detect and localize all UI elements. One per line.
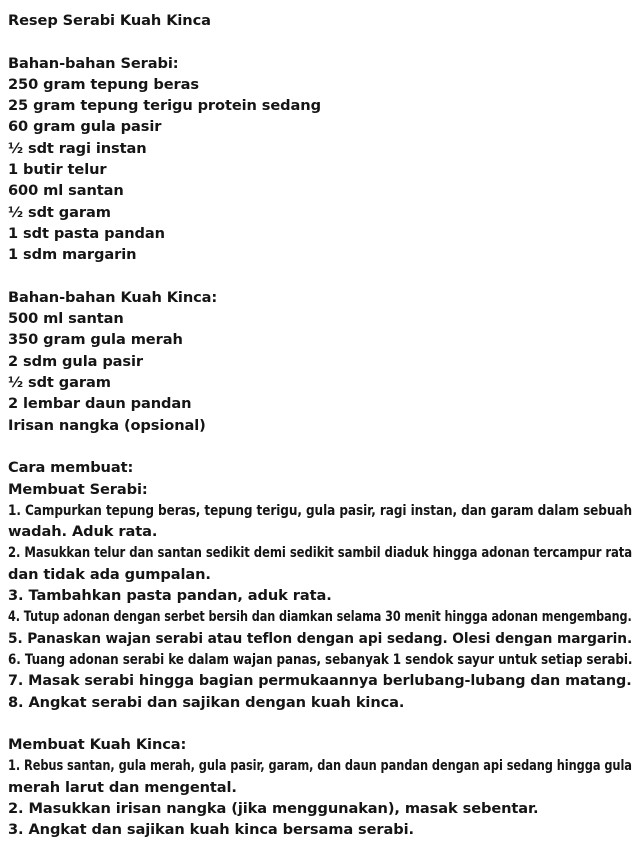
ingredient-item: 1 sdt pasta pandan <box>8 224 165 242</box>
method-line: 2. Masukkan irisan nangka (jika menggunakan), masak sebentar. <box>8 799 539 817</box>
method-line: 3. Tambahkan pasta pandan, aduk rata. <box>8 587 332 605</box>
kinca-ingredients-section <box>8 287 632 436</box>
ingredient-item: 350 gram gula merah <box>8 331 183 349</box>
ingredient-item: 25 gram tepung terigu protein sedang <box>8 97 321 115</box>
method-line: 2. Masukkan telur dan santan sedikit demi sedikit sambil diaduk hingga adonan tercampur rata <box>8 544 633 562</box>
method-line: 7. Masak serabi hingga bagian permukaannya berlubang-lubang dan matang. <box>8 672 632 690</box>
method-line: 1. Rebus santan, gula merah, gula pasir, garam, dan daun pandan dengan api sedang hingga gula <box>8 757 632 775</box>
method-line: 4. Tutup adonan dengan serbet bersih dan diamkan selama 30 menit hingga adonan mengembang. <box>8 608 632 626</box>
kinca-method-heading: Membuat Kuah Kinca: <box>8 736 187 754</box>
ingredient-item: 500 ml santan <box>8 310 124 328</box>
ingredient-item: ½ sdt ragi instan <box>8 139 147 157</box>
ingredient-item: Irisan nangka (opsional) <box>8 416 206 434</box>
section-heading: Bahan-bahan Serabi: <box>8 54 179 72</box>
spacer <box>8 713 632 734</box>
method-line: 3. Angkat dan sajikan kuah kinca bersama serabi. <box>8 821 414 839</box>
recipe-title: Resep Serabi Kuah Kinca <box>8 12 211 29</box>
section-heading: Bahan-bahan Kuah Kinca: <box>8 288 218 306</box>
method-heading: Cara membuat: <box>8 459 134 477</box>
method-line: 5. Panaskan wajan serabi atau teflon dengan api sedang. Olesi dengan margarin. <box>8 629 633 647</box>
method-line: 1. Campurkan tepung beras, tepung terigu, gula pasir, ragi instan, dan garam dalam sebuah <box>8 501 632 519</box>
ingredient-item: 250 gram tepung beras <box>8 75 199 93</box>
recipe-document <box>8 10 632 841</box>
ingredient-item: ½ sdt garam <box>8 203 111 221</box>
method-line: wadah. Aduk rata. <box>8 523 158 541</box>
ingredient-item: 600 ml santan <box>8 182 124 200</box>
spacer <box>8 266 632 287</box>
ingredient-item: 60 gram gula pasir <box>8 118 162 136</box>
method-line: 8. Angkat serabi dan sajikan dengan kuah kinca. <box>8 693 405 711</box>
serabi-ingredients-section <box>8 53 632 266</box>
ingredient-item: 1 sdm margarin <box>8 246 137 264</box>
spacer <box>8 436 632 457</box>
method-line: 6. Tuang adonan serabi ke dalam wajan panas, sebanyak 1 sendok sayur untuk setiap serabi. <box>8 650 633 668</box>
serabi-method-heading: Membuat Serabi: <box>8 480 148 498</box>
ingredient-item: 1 butir telur <box>8 161 107 179</box>
ingredient-item: ½ sdt garam <box>8 374 111 392</box>
method-line: merah larut dan mengental. <box>8 778 237 796</box>
method-line: dan tidak ada gumpalan. <box>8 565 211 583</box>
ingredient-item: 2 sdm gula pasir <box>8 352 144 370</box>
spacer <box>8 31 632 52</box>
ingredient-item: 2 lembar daun pandan <box>8 395 192 413</box>
method-section <box>8 457 632 840</box>
